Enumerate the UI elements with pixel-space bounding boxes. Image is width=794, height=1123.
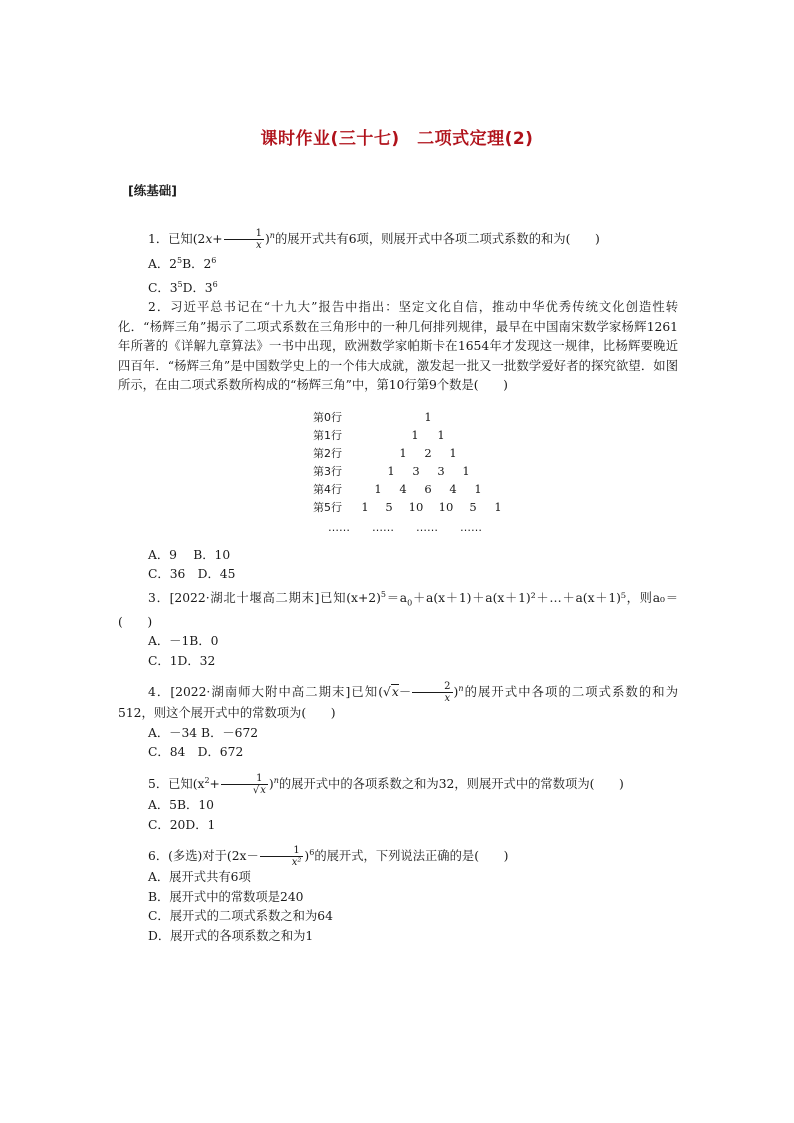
row-label: 第4行 xyxy=(313,482,342,496)
question-3: 3．[2022·湖北十堰高二期末]已知$(x+2)^5=a_0+a(x+1)+a(x+1)^2+\dots+a(x+1)^5$，则a₀＝( ) xyxy=(118,589,678,629)
triangle-number: 1 xyxy=(387,463,395,478)
ellipsis-row: …… …… …… …… xyxy=(328,520,482,534)
question-6: 6．(多选)对于(2x－ $\frac{1}{\text{x²}}$ )$^6$的展开式，下列说法正确的是( ) xyxy=(148,845,509,869)
triangle-number: 1 xyxy=(449,445,457,460)
triangle-number: 10 xyxy=(438,499,454,514)
section-heading: [练基础] xyxy=(128,183,177,198)
options: C．84 D．672 xyxy=(148,745,244,760)
triangle-number: 10 xyxy=(408,499,424,514)
page-title: 课时作业(三十七) 二项式定理(2) xyxy=(260,129,534,149)
triangle-number: 1 xyxy=(437,427,445,442)
option-b: B．展开式中的常数项是240 xyxy=(148,889,304,904)
triangle-number: 1 xyxy=(494,499,502,514)
options: C．1D．32 xyxy=(148,653,216,668)
triangle-number: 1 xyxy=(474,481,482,496)
triangle-number: 2 xyxy=(424,445,432,460)
triangle-number: 4 xyxy=(399,481,407,496)
triangle-number: 1 xyxy=(374,481,382,496)
fraction: $\frac{2}{x}$ xyxy=(412,681,452,704)
options: C．36 D．45 xyxy=(148,567,236,582)
triangle-number: 1 xyxy=(399,445,407,460)
options: C．$3^5D$．$3^6$ xyxy=(148,279,218,295)
triangle-number: 4 xyxy=(449,481,457,496)
question-4: 4．[2022·湖南师大附中高二期末]已知(√x－ $\frac{2}{x}$ )$^n$的展开式中各项的二项式系数的和为512，则这个展开式中的常数项为( ) xyxy=(118,681,678,721)
triangle-number: 3 xyxy=(437,463,445,478)
fraction: $\frac{1}{√x}$ xyxy=(221,773,268,796)
question-5: 5．已知($x^2+$ $\frac{1}{√x}$ )$^n$的展开式中的各项系数之和为32，则展开式中的常数项为( ) xyxy=(148,773,624,797)
row-label: 第0行 xyxy=(313,410,342,424)
row-label: 第2行 xyxy=(313,446,342,460)
options: A．5B．10 xyxy=(148,798,214,813)
option-d: D．展开式的各项系数之和为1 xyxy=(148,928,314,943)
triangle-number: 6 xyxy=(424,481,432,496)
triangle-number: 1 xyxy=(411,427,419,442)
triangle-number: 5 xyxy=(469,499,477,514)
triangle-number: 3 xyxy=(412,463,420,478)
row-label: 第3行 xyxy=(313,464,342,478)
yanghui-triangle xyxy=(118,408,678,540)
row-label: 第1行 xyxy=(313,428,342,442)
triangle-number: 5 xyxy=(385,499,393,514)
triangle-number: 1 xyxy=(361,499,369,514)
options: A．－1B．0 xyxy=(148,634,219,649)
question-1: 1．已知(2x+ $\frac{1}{x}$ )$^n$的展开式共有6项，则展开式中各项二项式系数的和为( ) xyxy=(148,228,600,252)
triangle-number: 1 xyxy=(424,409,432,424)
question-list xyxy=(118,226,678,946)
triangle-number: 1 xyxy=(462,463,470,478)
fraction: $\frac{1}{\text{x²}}$ xyxy=(260,845,304,868)
options: C．20D．1 xyxy=(148,817,216,832)
options: A．－34 B．－672 xyxy=(148,725,259,740)
option-a: A．展开式共有6项 xyxy=(148,870,251,885)
fraction: $\frac{1}{x}$ xyxy=(224,228,264,251)
options: A．$2^5B$．$2^6$ xyxy=(148,256,217,272)
row-label: 第5行 xyxy=(313,500,342,514)
options: A．9 B．10 xyxy=(148,547,231,562)
question-2: 2．习近平总书记在“十九大”报告中指出：坚定文化自信，推动中华优秀传统文化创造性转化．“杨辉三角”揭示了二项式系数在三角形中的一种几何排列规律，最早在中国南宋数学家杨辉1261年所著的《详解九章算法》一书中出现，欧洲数学家帕斯卡在1654年才发现这一规律，比杨辉要晚近四百年．“杨辉三角”是中国数学史上的一个伟大成就，激发起一批又一批数学爱好者的探究欲望．如图所示，在由二项式系数所构成的“杨辉三角”中，第10行第9个数是( ) xyxy=(118,300,678,393)
option-c: C．展开式的二项式系数之和为64 xyxy=(148,909,333,924)
